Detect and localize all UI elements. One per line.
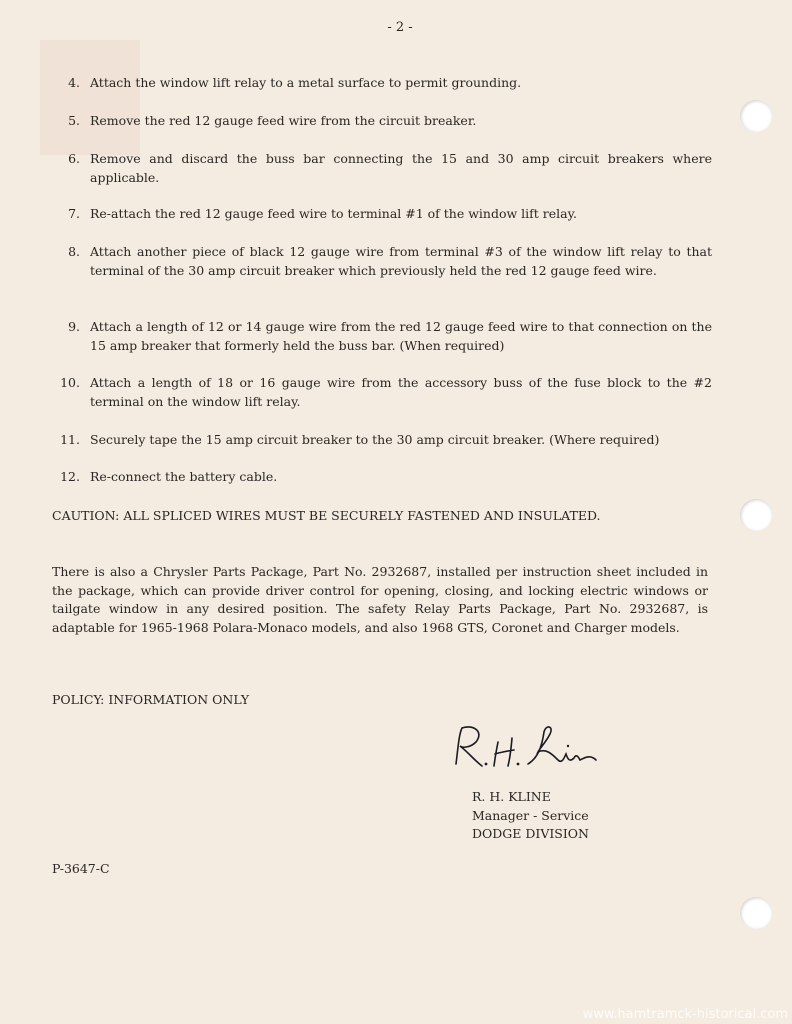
caution-notice: CAUTION: ALL SPLICED WIRES MUST BE SECURELY FASTENED AND INSULATED. (52, 508, 601, 523)
signatory-block (472, 788, 589, 844)
site-watermark: www.hamtramck-historical.com (582, 1007, 788, 1022)
step-number: 11. (60, 432, 80, 447)
step-number: 7. (68, 206, 80, 221)
signatory-title: Manager - Service (472, 807, 589, 823)
page-number: - 2 - (387, 20, 413, 35)
step-text: Attach the window lift relay to a metal surface to permit grounding. (90, 75, 522, 90)
step-text: Re-connect the battery cable. (90, 469, 278, 484)
step-text: Securely tape the 15 amp circuit breaker to the 30 amp circuit breaker. (Where required) (90, 432, 660, 447)
step-text: Remove the red 12 gauge feed wire from the circuit breaker. (90, 113, 477, 128)
step-number: 12. (60, 469, 80, 484)
step-number: 9. (68, 319, 80, 334)
step-item (52, 112, 712, 131)
binder-hole (740, 100, 772, 132)
step-text: Attach another piece of black 12 gauge wire from terminal #3 of the window lift relay to that terminal of the 30 amp circuit breaker which previously held the red 12 gauge feed wire. (90, 244, 712, 278)
step-text: Re-attach the red 12 gauge feed wire to terminal #1 of the window lift relay. (90, 206, 577, 221)
step-text: Remove and discard the buss bar connecting the 15 and 30 amp circuit breakers where applicable. (90, 151, 712, 185)
step-text: Attach a length of 18 or 16 gauge wire from the accessory buss of the fuse block to the #2 terminal on the window lift relay. (90, 375, 712, 409)
signatory-name: R. H. KLINE (472, 789, 551, 804)
parts-package-paragraph: There is also a Chrysler Parts Package, Part No. 2932687, installed per instruction sheet included in the package, which can provide driver control for opening, closing, and locking electric windows or tailgate window in any desired position. The safety Relay Parts Package, Part No. 2932687, is adaptable for 1965-1968 Polara-Monaco models, and also 1968 GTS, Coronet and Charger models. (52, 564, 708, 635)
step-number: 8. (68, 244, 80, 259)
step-item (52, 150, 712, 187)
step-number: 6. (68, 151, 80, 166)
step-item (52, 74, 712, 93)
step-text: Attach a length of 12 or 14 gauge wire from the red 12 gauge feed wire to that connection on the 15 amp breaker that formerly held the buss bar. (When required) (90, 319, 712, 353)
signatory-division: DODGE DIVISION (472, 826, 589, 841)
step-item (52, 468, 712, 487)
step-item (52, 318, 712, 355)
step-number: 5. (68, 113, 80, 128)
step-item (52, 374, 712, 411)
step-item (52, 243, 712, 280)
policy-line: POLICY: INFORMATION ONLY (52, 692, 250, 707)
step-number: 4. (68, 75, 80, 90)
step-item (52, 205, 712, 224)
binder-hole (740, 499, 772, 531)
step-number: 10. (60, 375, 80, 390)
step-item (52, 431, 712, 450)
binder-hole (740, 897, 772, 929)
bleed-through-shadow (40, 40, 140, 155)
handwritten-signature (446, 718, 606, 780)
document-reference: P-3647-C (52, 861, 110, 876)
